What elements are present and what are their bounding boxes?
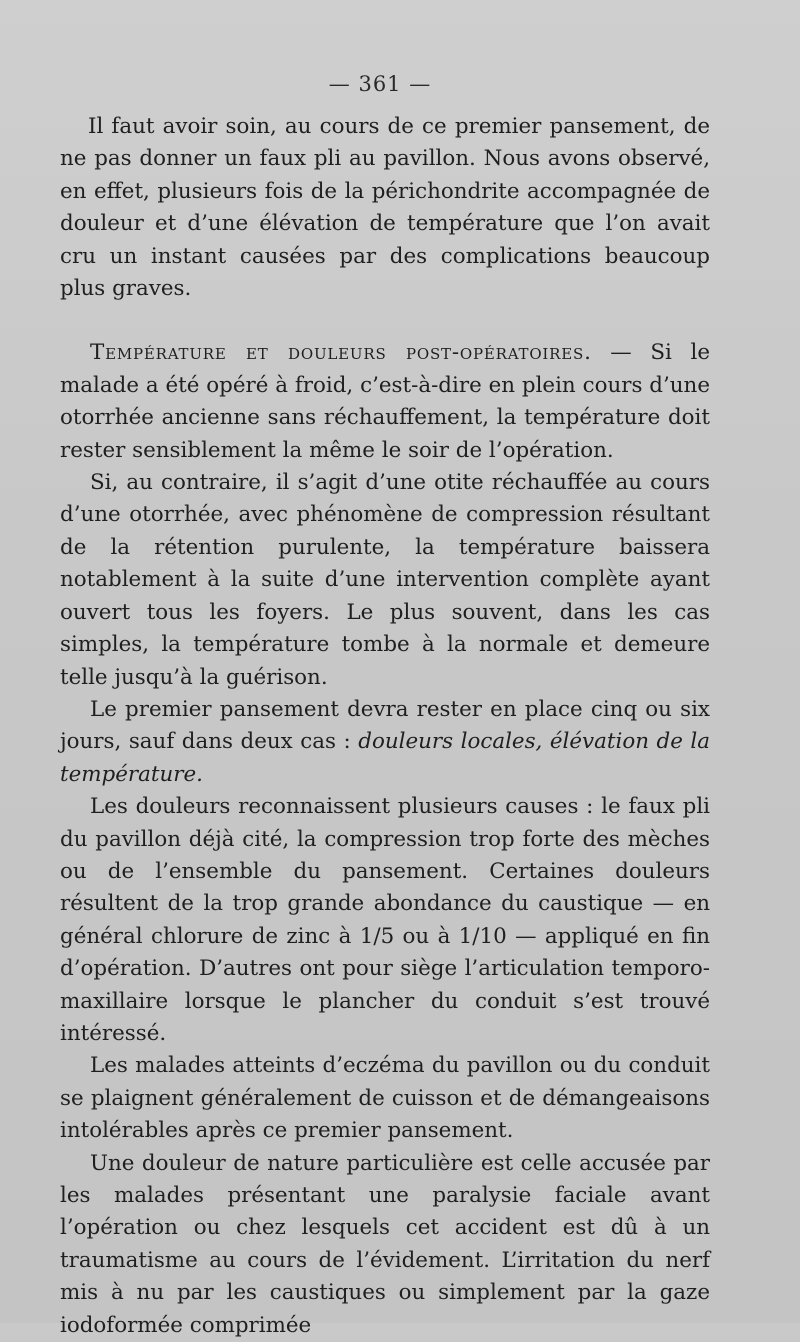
paragraph-pansement-pli: Il faut avoir soin, au cours de ce premier pansement, de ne pas donner un faux pli au pavillon. Nous avons observé, en effet, plusieurs fois de la périchondrite accompagnée de douleur et d’une élévation de température que l’on avait cru un instant causées par des complications beaucoup plus graves. [60, 114, 710, 302]
paragraph-eczema: Les malades atteints d’eczéma du pavillon ou du conduit se plaignent généralement de cuisson et de démangeaisons intolérables après ce premier pansement. [60, 1053, 710, 1144]
paragraph-otite-rechauffee: Si, au contraire, il s’agit d’une otite réchauffée au cours d’une otorrhée, avec phénomène de compression résultant de la rétention purulente, la température baissera notablement à la suite d’une intervention complète ayant ouvert tous les foyers. Le plus souvent, dans les cas simples, la température tombe à la normale et demeure telle jusqu’à la guérison. [60, 470, 710, 690]
section-heading: Température et douleurs post-opératoires. [90, 340, 592, 366]
paragraph-causes-douleurs: Les douleurs reconnaissent plusieurs causes : le faux pli du pavillon déjà cité, la compression trop forte des mèches ou de l’ensemble du pansement. Certaines douleurs résultent de la trop grande abondance du caustique — en général chlorure de zinc à 1/5 ou à 1/10 — appliqué en fin d’opération. D’autres ont pour siège l’articulation temporo-maxillaire lorsque le plancher du conduit s’est trouvé intéressé. [60, 794, 710, 1046]
body-text [60, 111, 710, 1342]
page-number: — 361 — [328, 72, 432, 96]
section-intro-text: — Si le malade a été opéré à froid, c’est-à-dire en plein cours d’une otorrhée ancienne sans réchauffement, la température doit rester sensiblement la même le soir de l’opération. [60, 340, 710, 463]
paragraph-premier-pansement-text: Le premier pansement devra rester en place cinq ou six jours, sauf dans deux cas : [60, 696, 710, 755]
paragraph-premier-pansement [60, 694, 710, 791]
emphasis-douleurs-temperature: douleurs locales, élévation de la température. [60, 729, 710, 787]
paragraph-temperature-douleurs [60, 337, 710, 467]
paragraph-paralysie-faciale: Une douleur de nature particulière est celle accusée par les malades présentant une paralysie faciale avant l’opération ou chez lesquels cet accident est dû à un traumatisme au cours de l’évidement. L’irritation du nerf mis à nu par les caustiques ou simplement par la gaze iodoformée comprimée [60, 1150, 710, 1338]
